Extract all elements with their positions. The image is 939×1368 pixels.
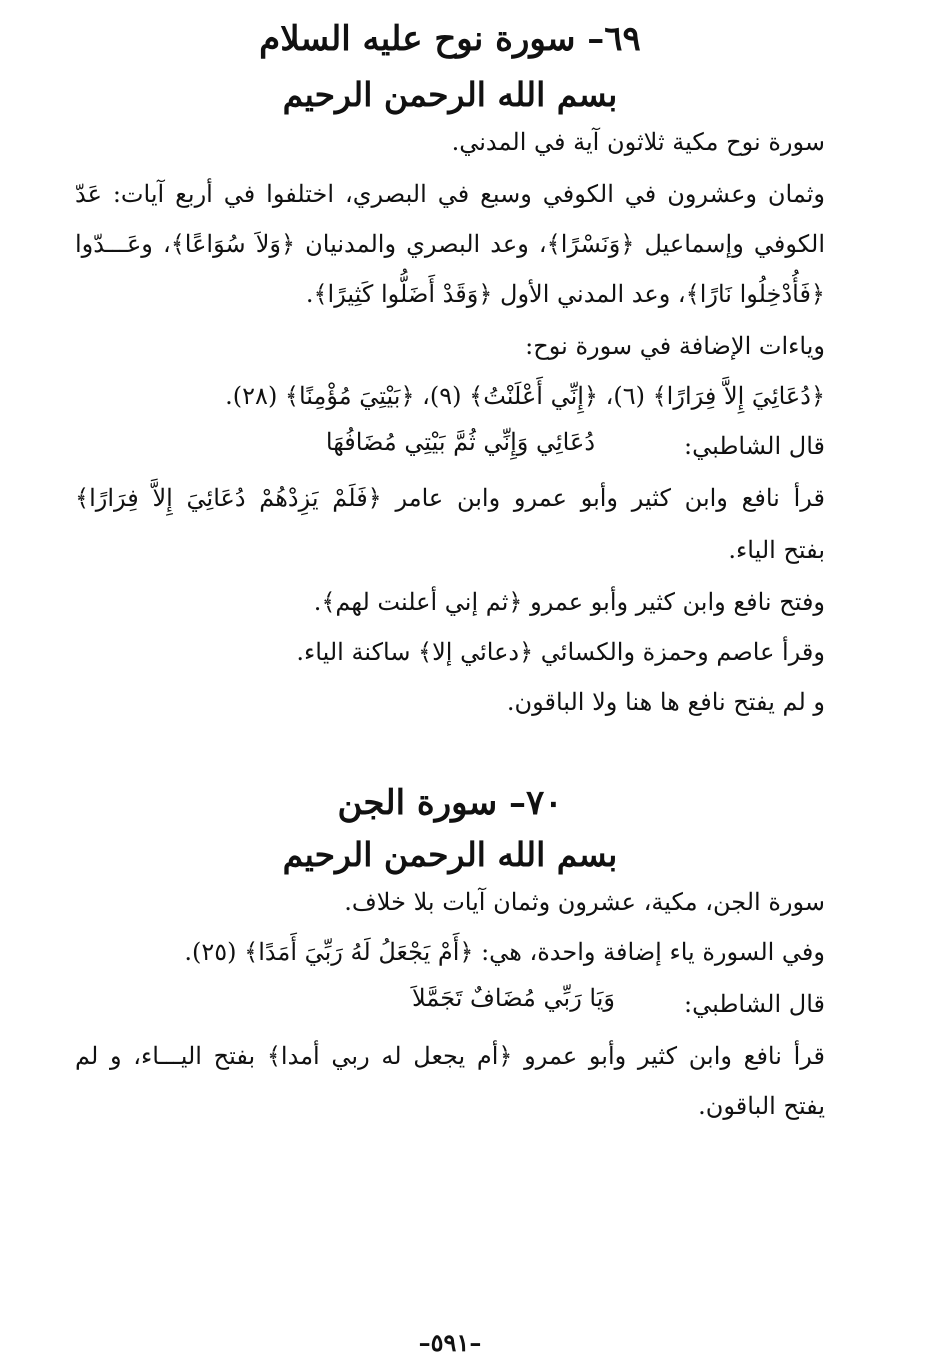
surah-69-line-7: قرأ نافع وابن كثير وأبو عمرو وابن عامر ﴿فَلَمْ يَزِدْهُمْ دُعَائِيَ إِلاَّ فِرَارًا﴾: [75, 484, 825, 512]
surah-69-line-2: وثمان وعشرون في الكوفي وسبع في البصري، اختلفوا في أربع آيات: عَدّ: [75, 180, 825, 208]
surah-69-line-3: الكوفي وإسماعيل ﴿وَنَسْرًا﴾، وعد البصري والمدنيان ﴿وَلاَ سُوَاعًا﴾، وعَـــدّوا: [75, 230, 825, 258]
surah-70-basmala: بسم الله الرحمن الرحيم: [282, 835, 618, 874]
surah-69-line-10: وقرأ عاصم وحمزة والكسائي ﴿دعائي إلا﴾ ساكنة الياء.: [296, 638, 825, 666]
shatibi-label-69: قال الشاطبي:: [684, 432, 825, 460]
shatibi-label-70: قال الشاطبي:: [684, 990, 825, 1018]
surah-70-line-4: يفتح الباقون.: [698, 1092, 825, 1120]
surah-70-title: ٧٠– سورة الجن: [337, 783, 563, 823]
surah-69-basmala: بسم الله الرحمن الرحيم: [282, 75, 618, 114]
surah-70-line-2: وفي السورة ياء إضافة واحدة، هي: ﴿أَمْ يَجْعَلُ لَهُ رَبِّيَ أَمَدًا﴾ (٢٥).: [184, 938, 825, 966]
surah-70-line-3: قرأ نافع وابن كثير وأبو عمرو ﴿أم يجعل له ربي أمدا﴾ بفتح اليـــاء، و لم: [75, 1042, 825, 1070]
surah-70-line-1: سورة الجن، مكية، عشرون وثمان آيات بلا خلاف.: [344, 888, 825, 916]
surah-69-line-6: ﴿دُعَائِيَ إِلاَّ فِرَارًا﴾ (٦)، ﴿إِنِّي أَعْلَنْتُ﴾ (٩)، ﴿بَيْتِيَ مُؤْمِنًا﴾ (٢٨).: [225, 382, 825, 410]
surah-69-line-5: وياءات الإضافة في سورة نوح:: [525, 332, 825, 360]
surah-69-line-9: وفتح نافع وابن كثير وأبو عمرو ﴿ثم إني أعلنت لهم﴾.: [313, 588, 825, 616]
surah-69-title: ٦٩– سورة نوح عليه السلام: [259, 19, 641, 59]
surah-69-line-1: سورة نوح مكية ثلاثون آية في المدني.: [451, 128, 825, 156]
surah-69-line-11: و لم يفتح نافع ها هنا ولا الباقون.: [506, 688, 825, 716]
shatibi-verse-70: وَيَا رَبِّي مُضَافٌ تَجَمَّلاَ: [412, 984, 615, 1012]
document-page: [75, 8, 825, 1358]
surah-69-line-8: بفتح الياء.: [728, 536, 825, 564]
page-number: –٥٩١–: [418, 1328, 482, 1357]
shatibi-verse-69: دُعَائِي وَإِنِّي ثُمَّ بَيْتِي مُضَافُهَا: [325, 428, 595, 456]
surah-69-line-4: ﴿فَأُدْخِلُوا نَارًا﴾، وعد المدني الأول ﴿وَقَدْ أَضَلُّوا كَثِيرًا﴾.: [305, 280, 825, 308]
